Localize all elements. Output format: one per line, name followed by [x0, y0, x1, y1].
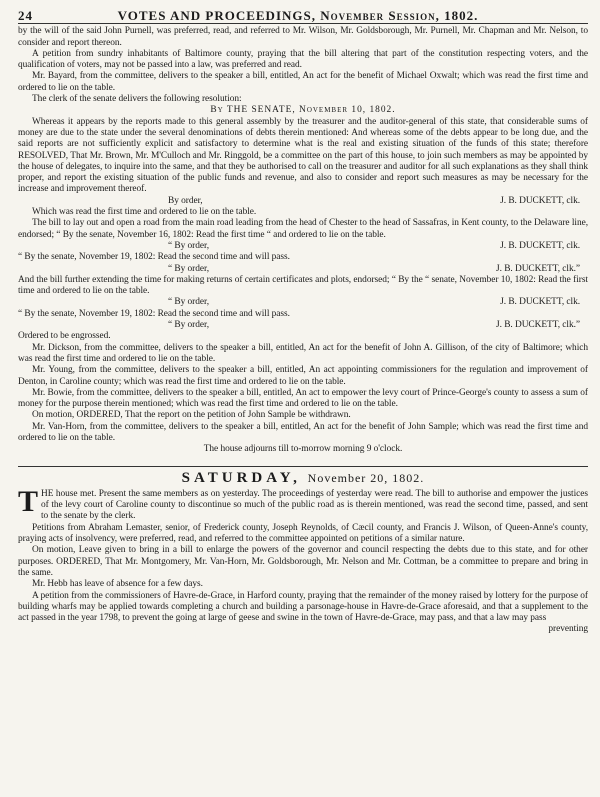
paragraph: Mr. Young, from the committee, delivers to the speaker a bill, entitled, An act appointing commissioners for the regulation and improvement of Denton, in Caroline county; which was read the first time and ordered to lie on the table. — [18, 365, 588, 387]
saturday-heading — [18, 466, 588, 484]
paragraph: The clerk of the senate delivers the following resolution: — [32, 94, 242, 105]
running-header — [18, 10, 588, 24]
signature-line: “ By order, J. B. DUCKETT, clk.” — [168, 263, 580, 274]
adjournment-notice: The house adjourns till to-morrow morning 9 o'clock. — [203, 444, 403, 455]
paragraph: Petitions from Abraham Lemaster, senior, of Frederick county, Joseph Reynolds, of Cæcil county, and Francis J. Wilson, of Queen-Anne's county, praying acts of insolvency, were preferred, read, and referred to the committee appointed on petitions of a similar nature. — [18, 522, 588, 545]
drop-cap: T — [18, 484, 38, 518]
paragraph: And the bill further extending the time for making returns of certain certificates and plots, endorsed; “ By the “ senate, November 10, 1802: Read the first time and ordered to lie on the table. — [18, 274, 588, 297]
senate-heading: By THE SENATE, November 10, 1802. — [210, 105, 396, 116]
signature-line: “ By order, J. B. DUCKETT, clk. — [168, 240, 580, 251]
paragraph: Mr. Bayard, from the committee, delivers to the speaker a bill, entitled, An act for the benefit of Michael Oxwalt; which was read the first time and ordered to lie on the table. — [18, 71, 588, 93]
paragraph: Which was read the first time and ordered to lie on the table. — [32, 207, 257, 218]
quoted-endorsement: “ By the senate, November 19, 1802: Read the second time and will pass. — [18, 252, 290, 263]
catchword: preventing — [548, 624, 588, 635]
signature-line: By order, J. B. DUCKETT, clk. — [168, 195, 580, 206]
running-title: VOTES AND PROCEEDINGS, November Session, 1802. — [117, 10, 479, 23]
paragraph: Mr. Hebb has leave of absence for a few days. — [32, 579, 203, 590]
paragraph: by the will of the said John Purnell, was preferred, read, and referred to Mr. Wilson, Mr. Goldsborough, Mr. Purnell, Mr. Chapman and Mr. Nelson, to consider and report thereon. — [18, 26, 588, 48]
document-page — [18, 10, 588, 790]
saturday-day: SATURDAY, — [181, 469, 301, 486]
paragraph: A petition from sundry inhabitants of Baltimore county, praying that the bill altering that part of the constitution respecting voters, and the qualification of voters, may not be passed into a law, was preferred and read. — [18, 48, 588, 71]
paragraph: Mr. Dickson, from the committee, delivers to the speaker a bill, entitled, An act for the benefit of John A. Gillison, of the city of Baltimore; which was read the first time and ordered to lie on the table. — [18, 342, 588, 364]
paragraph: The bill to lay out and open a road from the main road leading from the head of Chester to the head of Sassafras, in Kent county, to the Delaware line, endorsed; “ By the senate, November 16, 1802: Read the first time “ and ordered to lie on the table. — [18, 218, 588, 240]
paragraph: On motion, ORDERED, That the report on the petition of John Sample be withdrawn. — [32, 410, 351, 421]
paragraph: Mr. Bowie, from the committee, delivers to the speaker a bill, entitled, An act to empower the levy court of Prince-George's county to assess a sum of money for the purpose therein mentioned; which was read the first time and ordered to lie on the table. — [18, 387, 588, 410]
saturday-date: November 20, 1802. — [307, 470, 425, 485]
paragraph: Mr. Van-Horn, from the committee, delivers to the speaker a bill, entitled, An act for the benefit of John Sample; which was read the first time and ordered to lie on the table. — [18, 421, 588, 443]
signature-line: “ By order, J. B. DUCKETT, clk. — [168, 297, 580, 308]
senate-resolution: Whereas it appears by the reports made to this general assembly by the treasurer and the auditor-general of this state, that considerable sums of money are due to the state under the several denominations of debts therein mentioned: And whereas some of the debts appear to be long due, and the said reports are not sufficiently explicit and satisfactory to determine what is the real and existing situation of the funds of this state; therefore RESOLVED, That Mr. Brown, Mr. M'Culloch and Mr. Ringgold, be a committee on the part of this house, to join such members as may be appointed by the house of delegates, to inquire into the same, and that they be authorised to call on the treasurer and auditor for all such explanations as they shall think proper, and report the existing situation of the public funds and revenue, and also to consider and report such measures as may be necessary for the increase and improvement thereof. — [18, 116, 588, 195]
paragraph: A petition from the commissioners of Havre-de-Grace, in Harford county, praying that the remainder of the money raised by lottery for the purpose of building wharfs may be applied towards completing a church and building a parsonage-house in Havre-de-Grace aforesaid, and that a supplement to the act passed in the year 1798, to prevent the going at large of geese and swine in the town of Havre-de-Grace, may pass, and that a law may pass — [18, 590, 588, 624]
page-number: 24 — [18, 10, 33, 23]
signature-line: “ By order, J. B. DUCKETT, clk.” — [168, 320, 580, 331]
quoted-endorsement: “ By the senate, November 19, 1802: Read the second time and will pass. — [18, 308, 290, 319]
paragraph: On motion, Leave given to bring in a bill to enlarge the powers of the governor and council respecting the debts due to this state, and for other purposes. ORDERED, That Mr. Montgomery, Mr. Van-Horn, Mr. Goldsborough, Mr. Nelson and Mr. Cottman, be a committee to prepare and bring in the same. — [18, 545, 588, 578]
paragraph: THE house met. Present the same members as on yesterday. The proceedings of yesterday were read. The bill to authorise and empower the justices of the levy court of Caroline county to discontinue so much of the public road as is therein mentioned, was read the second time, passed, and sent to the senate by the clerk. — [18, 484, 588, 522]
paragraph: Ordered to be engrossed. — [18, 331, 111, 342]
